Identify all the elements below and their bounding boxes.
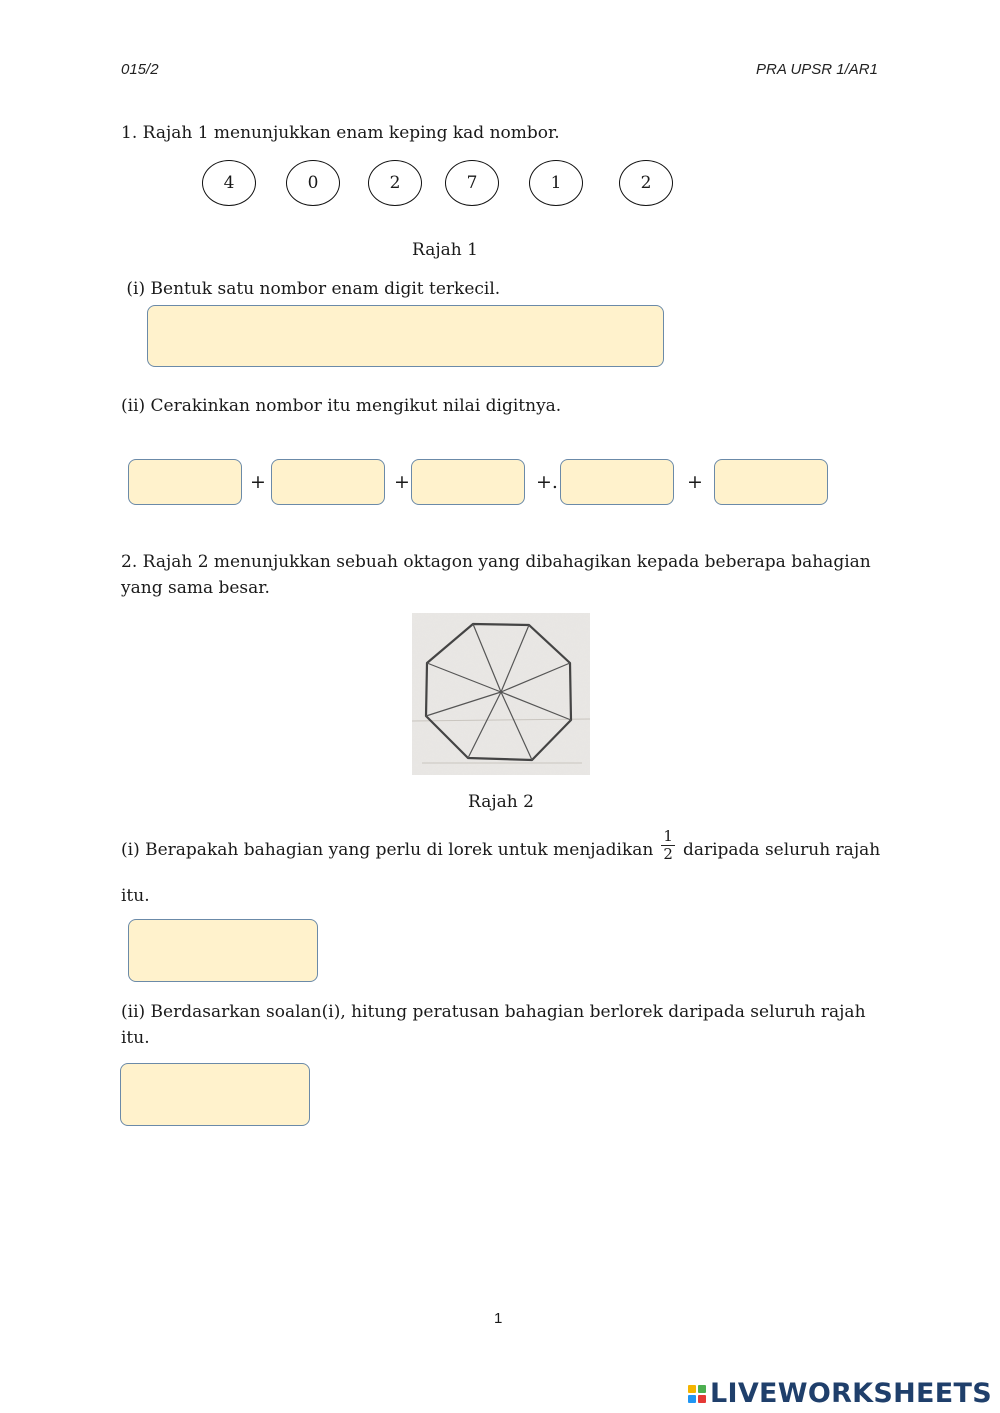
- q1-part-i: (i) Bentuk satu nombor enam digit terkecil.: [121, 279, 501, 299]
- q2-percentage-input[interactable]: [120, 1063, 310, 1126]
- plus-operator: +: [250, 471, 266, 493]
- q2-part-ii-line2: itu.: [121, 1028, 150, 1048]
- figure-caption-1: Rajah 1: [412, 240, 478, 260]
- place-value-input-2[interactable]: [271, 459, 385, 505]
- number-card: 0: [286, 160, 340, 206]
- number-card: 2: [619, 160, 673, 206]
- q2-part-i: [121, 827, 881, 867]
- number-card: 1: [529, 160, 583, 206]
- q2-question-line1: 2. Rajah 2 menunjukkan sebuah oktagon yang dibahagikan kepada beberapa bahagian: [121, 552, 871, 572]
- q2-part-ii-line1: (ii) Berdasarkan soalan(i), hitung peratusan bahagian berlorek daripada seluruh rajah: [121, 1002, 866, 1022]
- liveworksheets-logo: [688, 1378, 992, 1409]
- q2-part-i-text-end: daripada seluruh rajah: [682, 839, 881, 860]
- fraction-denominator: 2: [663, 845, 673, 863]
- plus-operator: +: [394, 471, 410, 493]
- q2-parts-to-shade-input[interactable]: [128, 919, 318, 982]
- place-value-input-1[interactable]: [128, 459, 242, 505]
- number-card: 7: [445, 160, 499, 206]
- q2-part-i-line2: itu.: [121, 886, 150, 906]
- number-card: 2: [368, 160, 422, 206]
- figure-caption-2: Rajah 2: [468, 792, 534, 812]
- fraction-numerator: 1: [663, 827, 673, 845]
- q1-smallest-number-input[interactable]: [147, 305, 664, 367]
- q2-part-i-text: (i) Berapakah bahagian yang perlu di lorek untuk menjadikan: [121, 839, 654, 860]
- header-exam: PRA UPSR 1/AR1: [756, 61, 878, 78]
- page-number: 1: [494, 1310, 503, 1327]
- plus-operator: +: [687, 471, 703, 493]
- place-value-input-5[interactable]: [714, 459, 828, 505]
- q1-part-ii: (ii) Cerakinkan nombor itu mengikut nilai digitnya.: [121, 396, 562, 416]
- number-card: 4: [202, 160, 256, 206]
- half-fraction: [661, 828, 675, 863]
- octagon-figure: [412, 613, 590, 775]
- q1-question: 1. Rajah 1 menunjukkan enam keping kad nombor.: [121, 123, 560, 143]
- brand-name: LIVEWORKSHEETS: [709, 1378, 992, 1409]
- header-code: 015/2: [121, 61, 159, 78]
- plus-operator: +.: [536, 471, 558, 493]
- octagon-drawing: [412, 613, 590, 775]
- liveworksheets-icon: [688, 1385, 706, 1403]
- place-value-input-3[interactable]: [411, 459, 525, 505]
- place-value-input-4[interactable]: [560, 459, 674, 505]
- q2-question-line2: yang sama besar.: [121, 578, 270, 598]
